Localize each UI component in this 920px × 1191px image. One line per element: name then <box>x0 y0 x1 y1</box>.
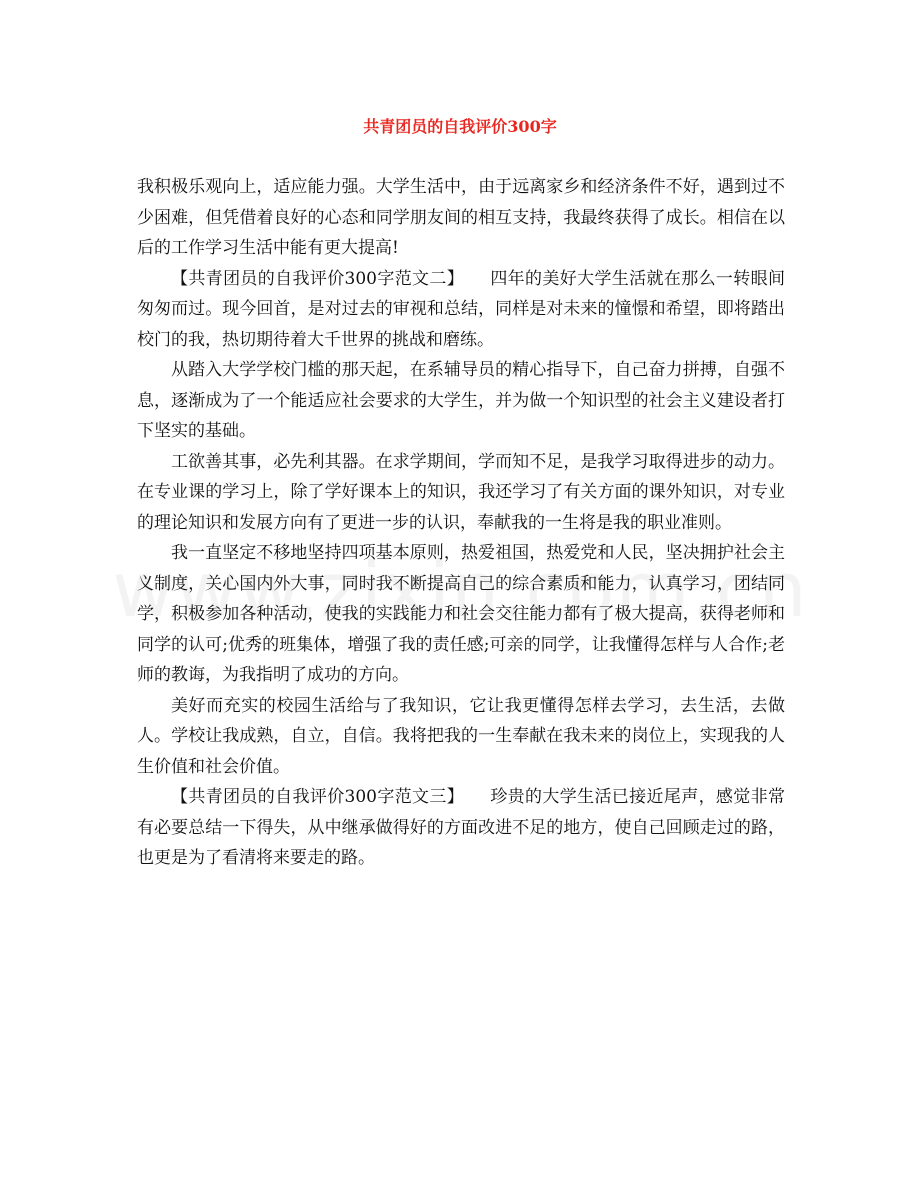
paragraph-2: 【共青团员的自我评价300字范文二】 四年的美好大学生活就在那么一转眼间匆匆而过。现今回首，是对过去的审视和总结，同样是对未来的憧憬和希望，即将踏出校门的我，热切期待着大千世界的挑战和磨练。 <box>137 268 785 350</box>
paragraph-6: 美好而充实的校园生活给与了我知识，它让我更懂得怎样去学习，去生活，去做人。学校让我成熟，自立，自信。我将把我的一生奉献在我未来的岗位上，实现我的人生价值和社会价值。 <box>137 695 785 777</box>
document-body <box>137 172 785 874</box>
paragraph-3: 从踏入大学学校门槛的那天起，在系辅导员的精心指导下，自己奋力拼搏，自强不息，逐渐成为了一个能适应社会要求的大学生，并为做一个知识型的社会主义建设者打下坚实的基础。 <box>137 360 785 441</box>
paragraph-5: 我一直坚定不移地坚持四项基本原则，热爱祖国，热爱党和人民，坚决拥护社会主义制度，关心国内外大事，同时我不断提高自己的综合素质和能力，认真学习，团结同学，积极参加各种活动，使我的实践能力和社会交往能力都有了极大提高，获得老师和同学的认可;优秀的班集体，增强了我的责任感;可亲的同学，让我懂得怎样与人合作;老师的教诲，为我指明了成功的方向。 <box>137 543 785 685</box>
document-title: 共青团员的自我评价300字 <box>363 117 557 136</box>
paragraph-7: 【共青团员的自我评价300字范文三】 珍贵的大学生活已接近尾声，感觉非常有必要总结一下得失，从中继承做得好的方面改进不足的地方，使自己回顾走过的路，也更是为了看清将来要走的路。 <box>137 787 785 868</box>
paragraph-1: 我积极乐观向上，适应能力强。大学生活中，由于远离家乡和经济条件不好，遇到过不少困难，但凭借着良好的心态和同学朋友间的相互支持，我最终获得了成长。相信在以后的工作学习生活中能有更大提高! <box>137 177 785 258</box>
paragraph-4: 工欲善其事，必先利其器。在求学期间，学而知不足，是我学习取得进步的动力。在专业课的学习上，除了学好课本上的知识，我还学习了有关方面的课外知识，对专业的理论知识和发展方向有了更进一步的认识，奉献我的一生将是我的职业准则。 <box>137 451 785 533</box>
